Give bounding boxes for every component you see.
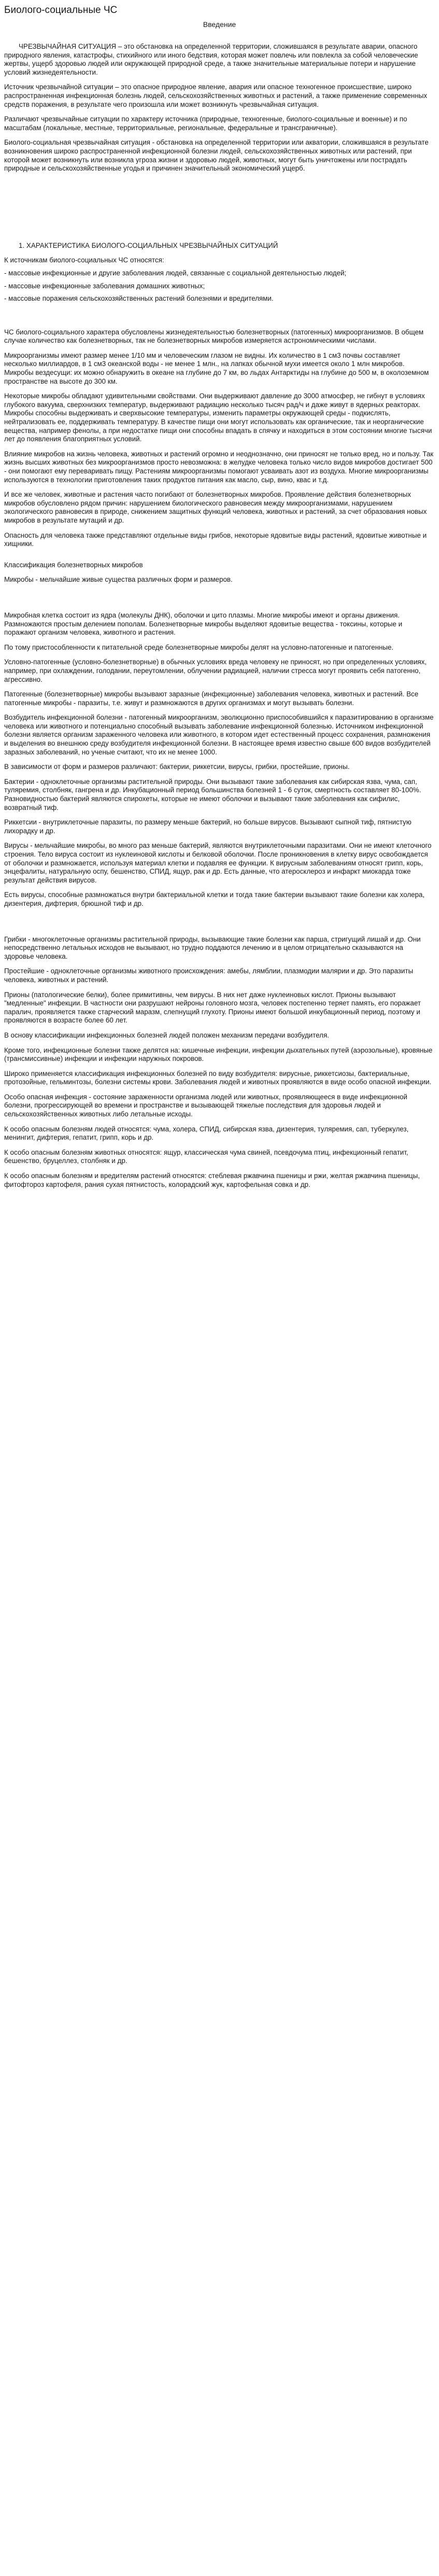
body-paragraph: Патогенные (болезнетворные) микробы вызывают заразные (инфекционные) заболевания человека, животных и растений. Все патогенные микробы - паразиты, т.е. живут и размножаются в других организмах и могут вызывать болезни. xyxy=(4,690,419,707)
list-item: - массовые поражения сельскохозяйственных растений болезнями и вредителями. xyxy=(4,295,274,303)
intro-paragraph: ЧРЕЗВЫЧАЙНАЯ СИТУАЦИЯ – это обстановка на определенной территории, сложившаяся в результате аварии, опасного природного явления, катастрофы, стихийного или иного бедствия, которая может повлечь или повлекла за собой человеческие жертвы, ущерб здоровью людей или окружающей природной среде, а также значительные материальные потери и нарушение условий жизнедеятельности. xyxy=(4,43,418,76)
body-paragraph: Бактерии - одноклеточные организмы растительной природы. Они вызывают такие заболевания как сибирская язва, чума, сап, туляремия, столбняк, гангрена и др. Инкубационный период большинства болезней 1 - 6 суток, смертность составляет 80-100%. Разновидностью бактерий являются спирохеты, которые не имеют оболочки и вызывают такие заболевания как сифилис, возвратный тиф. xyxy=(4,777,421,811)
body-paragraph: Грибки - многоклеточные организмы растительной природы, вызывающие такие болезни как парша, стригущий лишай и др. Они непосредственно летальных исходов не вызывают, но трудно поддаются лечению и в целом отрицательно сказываются на здоровье человека. xyxy=(4,935,421,960)
section-heading: 1. ХАРАКТЕРИСТИКА БИОЛОГО-СОЦИАЛЬНЫХ ЧРЕЗВЫЧАЙНЫХ СИТУАЦИЙ xyxy=(19,241,278,249)
body-paragraph: Возбудитель инфекционной болезни - патогенный микроорганизм, эволюционно приспособившийся к паразитированию в организме человека или животного и потенциально способный вызывать заболевание инфекционной болезнью. Источником инфекционной болезни является организм зараженного человека или животного, в котором идет естественный процесс сохранения, размножения и выделения во внешнюю среду возбудителя инфекционной болезни. В настоящее время известно свыше 600 видов возбудителей заразных заболеваний, но ученые считают, что их не менее 1000. xyxy=(4,713,434,756)
body-paragraph: Простейшие - одноклеточные организмы животного происхождения: амебы, лямблии, плазмодии малярии и др. Это паразиты человека, животных и растений. xyxy=(4,967,414,984)
body-paragraph: И все же человек, животные и растения часто погибают от болезнетворных микробов. Проявление действия болезнетворных микробов обусловлено рядом причин: нарушением биологического равновесия между микроорганизмами, нарушением экологического равновесия в природе, снижением защитных функций человека, животных и растений, за счет образования новых микробов в результате мутаций и др. xyxy=(4,491,427,524)
body-paragraph: Вирусы - мельчайшие микробы, во много раз меньше бактерий, являются внутриклеточными паразитами. Они не имеют клеточного строения. Тело вируса состоит из нуклеиновой кислоты и белковой оболочки. После проникновения в клетку вирус освобождается от оболочки и размножается, используя материал клетки и подавляя ее функции. К вирусным заболеваниям относят грипп, корь, энцефалиты, натуральную оспу, бешенство, СПИД, ящур, рак и др. Есть данные, что атеросклероз и инфаркт миокарда тоже результат действия вирусов. xyxy=(4,842,432,884)
body-paragraph: К особо опасным болезням людей относятся: чума, холера, СПИД, сибирская язва, дизентерия, туляремия, сап, туберкулез, менингит, дифтерия, гепатит, грипп, корь и др. xyxy=(4,1125,409,1142)
body-paragraph: Микроорганизмы имеют размер менее 1/10 мм и человеческим глазом не видны. Их количество в 1 см3 почвы составляет несколько миллиардов, в 1 см3 океанской воды - не менее 1 млн., на лапках обычной мухи имеется около 1 млн микробов. Микробы вездесущи: их можно обнаружить в океане на глубине до 7 км, во льдах Антарктиды на глубине до 500 м, в околоземном пространстве на высоте до 300 км. xyxy=(4,351,429,385)
section-lead: К источникам биолого-социальных ЧС относятся: xyxy=(4,256,164,264)
body-paragraph: Есть вирусы, способные размножаться внутри бактериальной клетки и тогда такие бактерии вызывают такие болезни как холера, дизентерия, дифтерия, брюшной тиф и др. xyxy=(4,891,425,907)
body-paragraph: В зависимости от форм и размеров различают: бактерии, риккетсии, вирусы, грибки, простейшие, прионы. xyxy=(4,763,350,771)
body-paragraph: Кроме того, инфекционные болезни также делятся на: кишечные инфекции, инфекции дыхательных путей (аэрозольные), кровяные (трансмиссивные) инфекции и инфекции наружных покровов. xyxy=(4,1046,433,1063)
body-paragraph: К особо опасным болезням и вредителям растений относятся: стеблевая ржавчина пшеницы и ржи, желтая ржавчина пшеницы, фитофтороз картофеля, рания сухая пятнистость, колорадский жук, картофельная совка и др. xyxy=(4,1172,420,1188)
body-paragraph: В основу классификации инфекционных болезней людей положен механизм передачи возбудителя. xyxy=(4,1031,329,1039)
body-paragraph: По тому пристособленности к питательной среде болезнетворные микробы делят на условно-патогенные и патогенные. xyxy=(4,643,394,651)
body-paragraph: Влияние микробов на жизнь человека, животных и растений огромно и неоднозначно, они приносят не только вред, но и пользу. Так жизнь высших животных без микроорганизмов просто невозможна: в желудке человека только число видов микробов достигает 500 - они помогают ему переваривать пищу. Растениям микроорганизмы помогают усваивать азот из воздуха. Многие микроорганизмы используются в технологии приготовления таких продуктов питания как масло, сыр, вино, квас и т.д. xyxy=(4,450,434,484)
intro-paragraph: Различают чрезвычайные ситуации по характеру источника (природные, техногенные, биолого-социальные и военные) и по масштабам (локальные, местные, территориальные, региональные, федеральные и трансграничные). xyxy=(4,115,407,132)
body-paragraph: Прионы (патологические белки), более примитивны, чем вирусы. В них нет даже нуклеиновых кислот. Прионы вызывают "медленные" инфекции. В частности они разрушают нейроны головного мозга, человек постепенно теряет память, его поражает паралич, проявляется также старческий маразм, слепнущий глухоту. Прионы имеют большой инкубационный период, поэтому и проявляются в возрасте более 60 лет. xyxy=(4,990,421,1025)
list-item: - массовые инфекционные и другие заболевания людей, связанные с социальной деятельностью людей; xyxy=(4,269,347,277)
blank-space xyxy=(4,179,435,242)
body-paragraph: Опасность для человека также представляют отдельные виды грибов, некоторые ядовитые виды растений, ядовитые животные и хищники. xyxy=(4,531,427,548)
body-paragraph: Широко применяется классификация инфекционных болезней по виду возбудителя: вирусные, риккетсиозы, бактериальные, протозойные, гельминтозы, болезни системы крови. Заболевания людей и животных проявляются в виде особо опасной инфекции. xyxy=(4,1069,432,1086)
document-title: Биолого-социальные ЧС xyxy=(4,5,118,16)
body-paragraph: Особо опасная инфекция - состояние зараженности организма людей или животных, проявляющееся в виде инфекционной болезни, прогрессирующей во времени и пространстве и вызывающей тяжелые последствия для здоровья людей и сельскохозяйственных животных либо летальные исходы. xyxy=(4,1093,407,1118)
blank-space xyxy=(4,307,435,328)
body-paragraph: Условно-патогенные (условно-болезнетворные) в обычных условиях вреда человеку не приносят, но при определенных условиях, например, при охлаждении, голодании, переутомлении, облучении радиацией, наличии стресса могут проявить себя патогенно, агрессивно. xyxy=(4,658,427,683)
classification-lead: Микробы - мельчайшие живые существа различных форм и размеров. xyxy=(4,576,233,584)
body-paragraph: Микробная клетка состоит из ядра (молекулы ДНК), оболочки и цито плазмы. Многие микробы имеют и органы движения. Размножаются простым делением пополам. Болезнетворные микробы выделяют ядовитые вещества - токсины, которые и поражают организм человека, животного и растения. xyxy=(4,611,403,637)
body-paragraph: Риккетсии - внутриклеточные паразиты, по размеру меньше бактерий, но больше вирусов. Вызывают сыпной тиф, пятнистую лихорадку и др. xyxy=(4,818,412,835)
classification-heading: Классификация болезнетворных микробов xyxy=(4,561,143,569)
blank-space xyxy=(4,591,435,611)
list-item: - массовые инфекционные заболевания домашних животных; xyxy=(4,282,205,290)
blank-space xyxy=(4,555,435,561)
body-paragraph: Некоторые микробы обладают удивительными свойствами. Они выдерживают давление до 3000 атмосфер, не гибнут в условиях глубокого вакуума, сверхнизких температур, выдерживают радиацию несколько тысяч рад/ч и даже живут в ядерных реакторах. Микробы способны выдерживать и сверхвысокие температуры, изменить параметры окружающей среды - подкислять, нейтрализовать ее, поддерживать температуру. В качестве пищи они могут использовать как органические, так и неорганические вещества, например фенолы, а при недостатке пищи они способны впадать в спячку и находиться в этом состоянии многие тысячи лет до появления благоприятных условий. xyxy=(4,392,432,443)
body-paragraph: К особо опасным болезням животных относятся: ящур, классическая чума свиней, псевдочума птиц, инфекционный гепатит, бешенство, бруцеллез, столбняк и др. xyxy=(4,1148,408,1165)
document-subtitle: Введение xyxy=(203,20,236,29)
intro-paragraph: Источник чрезвычайной ситуации – это опасное природное явление, авария или опасное техногенное происшествие, широко распространенная инфекционная болезнь людей, сельскохозяйственных животных и растений, а также применение современных средств поражения, в результате чего произошла или может возникнуть чрезвычайная ситуация. xyxy=(4,83,428,108)
blank-space xyxy=(4,915,435,935)
intro-paragraph: Биолого-социальная чрезвычайная ситуация - обстановка на определенной территории или акватории, сложившаяся в результате возникновения широко распространенной инфекционной болезни людей, сельскохозяйственных животных или растений, при которой может возникнуть или возникла угроза жизни и здоровью людей, животных, могут быть уничтожены или пострадать природные и сельскохозяйственные угодья и причинен значительный экономический ущерб. xyxy=(4,138,429,173)
body-paragraph: ЧС биолого-социального характера обусловлены жизнедеятельностью болезнетворных (патогенных) микроорганизмов. В общем случае количество как болезнетворных, так не болезнетворных микробов измеряется астрономическими числами. xyxy=(4,328,424,345)
